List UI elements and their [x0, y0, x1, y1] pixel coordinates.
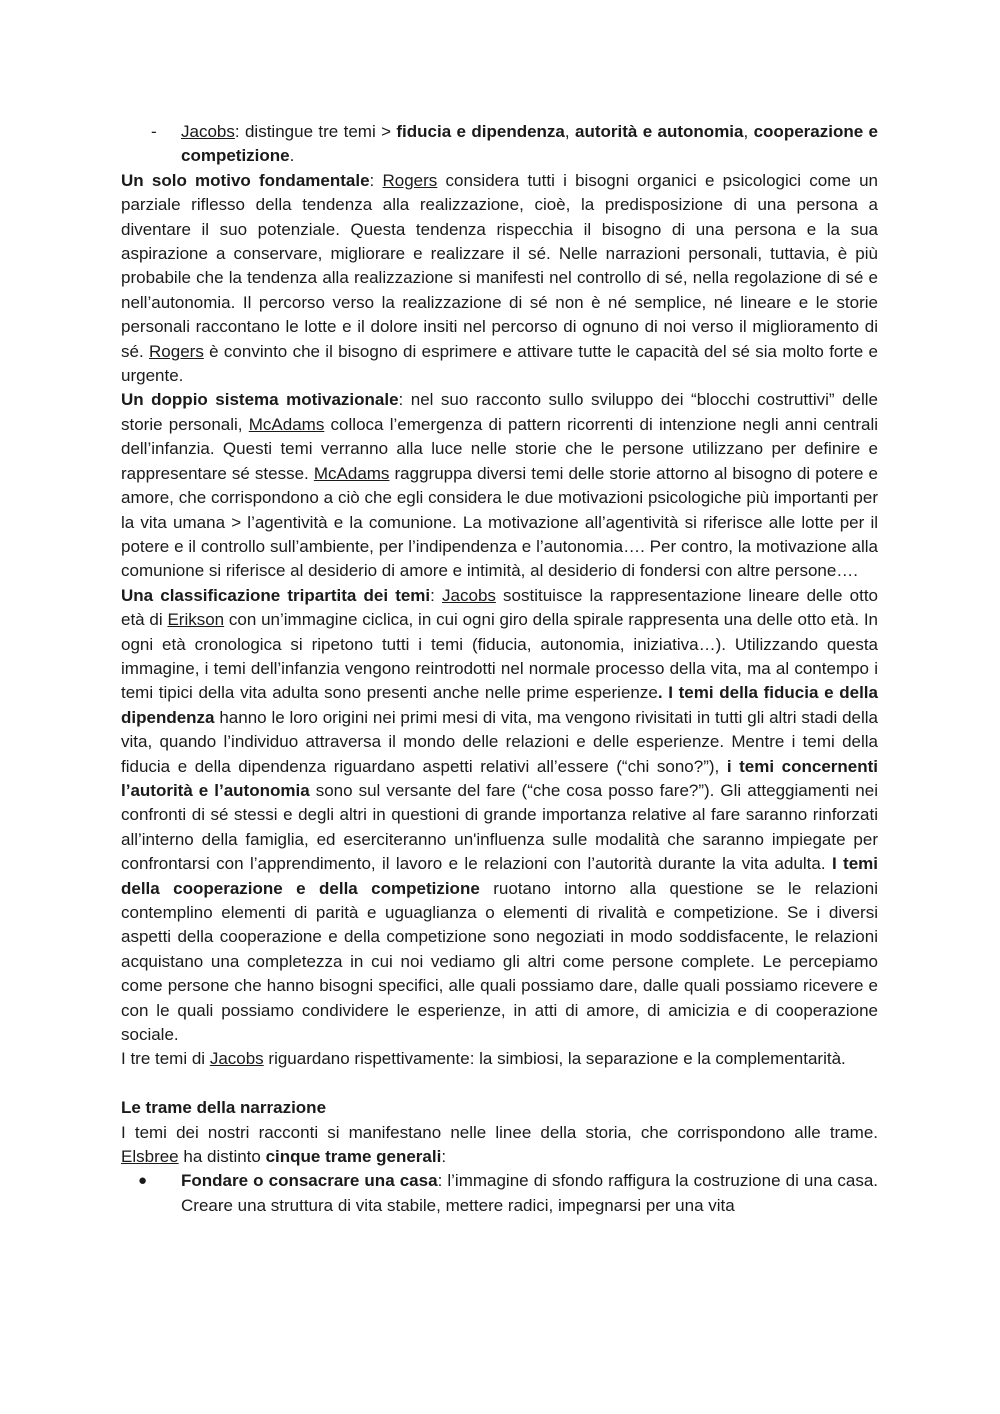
- paragraph-heading: Una classificazione tripartita dei temi: [121, 585, 431, 605]
- author-link-mcadams: McAdams: [248, 414, 325, 434]
- paragraph-three-themes: [121, 1047, 878, 1071]
- author-link-jacobs: Jacobs: [442, 585, 496, 605]
- bold-term: Fondare o consacrare una casa: [181, 1171, 438, 1191]
- author-link-rogers: Rogers: [149, 341, 204, 361]
- paragraph-heading: Un solo motivo fondamentale: [121, 170, 370, 190]
- paragraph-text: ha distinto: [178, 1147, 266, 1167]
- list-item-plot-house: [121, 1169, 878, 1218]
- paragraph-text: ruotano intorno alla questione se le relazioni contemplino elementi di parità e uguaglianza o elementi di rivalità e competizione. Se i diversi aspetti della cooperazione e della competizione sono negoziati in modo soddisfacente, le relazioni acquistano una completezza in cui noi vediamo gli altri come persone complete. Le percepiamo come persone che hanno bisogni specifici, alle quali possiamo dare, dalle quali possiamo ricevere e con le quali possiamo condividere le esperienze, in atti di amore, di amicizia e di cooperazione sociale.: [121, 878, 879, 1045]
- list-text: : distingue tre temi >: [234, 122, 397, 141]
- paragraph-text: : nel suo racconto sullo sviluppo dei “blocchi costruttivi” delle storie personali,: [121, 390, 878, 434]
- bullet-icon: ●: [138, 1172, 148, 1190]
- bold-term: i temi concernenti l’autorità e l’autonomia: [121, 756, 878, 800]
- paragraph-text: sostituisce la rappresentazione lineare delle otto età di: [121, 585, 879, 630]
- author-link-rogers: Rogers: [382, 170, 438, 190]
- dash-marker: -: [151, 122, 157, 141]
- list-text: ,: [743, 122, 754, 141]
- paragraph-text: :: [369, 170, 383, 190]
- list-text: : l’immagine di sfondo raffigura la costruzione di una casa. Creare una struttura di vita stabile, mettere radici, impegnarsi per una vita: [181, 1171, 879, 1215]
- paragraph-text: hanno le loro origini nei primi mesi di vita, ma vengono rivisitati in tutti gli altri stadi della vita, quando l’individuo attraversa il mondo delle relazioni e delle esperienze. Mentre i temi della fiducia e della dipendenza riguardano aspetti relativi all’essere (“chi sono?”),: [121, 707, 878, 776]
- blank-line: [121, 1072, 878, 1096]
- author-link-jacobs: Jacobs: [181, 122, 235, 141]
- list-item-jacobs-themes: [121, 120, 878, 169]
- bold-term: cooperazione e competizione: [181, 122, 878, 166]
- paragraph-text: sono sul versante del fare (“che cosa posso fare?”). Gli atteggiamenti nei confronti di sé stessi e degli altri in questioni di grande importanza relative al fare saranno rinforzati all’interno della famiglia, ed eserciteranno un'influenza sulle modalità che saranno impiegate per confrontarsi con l’apprendimento, il lavoro e le relazioni con l’autorità durante la vita adulta.: [121, 780, 878, 874]
- paragraph-text: è convinto che il bisogno di esprimere e attivare tutte le capacità del sé sia molto forte e urgente.: [121, 341, 879, 386]
- bold-term: I temi della cooperazione e della competizione: [121, 854, 878, 898]
- paragraph-text: :: [430, 585, 443, 605]
- bold-term: fiducia e dipendenza: [396, 122, 565, 141]
- bold-term: . I temi della fiducia e della dipendenza: [121, 683, 878, 727]
- bold-term: cinque trame generali: [265, 1147, 442, 1167]
- paragraph-text: considera tutti i bisogni organici e psicologici come un parziale riflesso della tendenza alla realizzazione, cioè, la predisposizione di una persona a diventare il suo potenziale. Questa tendenza rispecchia il bisogno di una persona e la sua aspirazione a conservare, migliorare e realizzare il sé. Nelle narrazioni personali, tuttavia, è più probabile che la tendenza alla realizzazione si manifesti nel controllo di sé, nella regolazione di sé e nell’autonomia. Il percorso verso la realizzazione di sé non è né semplice, né lineare e le storie personali raccontano le lotte e il dolore insiti nel percorso di ognuno di noi verso il miglioramento di sé.: [121, 170, 878, 361]
- paragraph-rogers: [121, 169, 878, 389]
- paragraph-mcadams: [121, 388, 878, 583]
- paragraph-text: :: [441, 1147, 447, 1167]
- paragraph-text: I temi dei nostri racconti si manifestano nelle linee della storia, che corrispondono alle trame.: [121, 1122, 878, 1142]
- document-page: [121, 120, 878, 1218]
- section-intro: [121, 1121, 878, 1170]
- author-link-erikson: Erikson: [167, 610, 225, 630]
- paragraph-jacobs: [121, 584, 878, 1048]
- paragraph-text: riguardano rispettivamente: la simbiosi, la separazione e la complementarità.: [263, 1049, 846, 1069]
- paragraph-text: raggruppa diversi temi delle storie attorno al bisogno di potere e amore, che corrispondono a ciò che egli considera le due motivazioni psicologiche più importanti per la vita umana > l’agentività e la comunione. La motivazione all’agentività si riferisce alle lotte per il potere e il controllo sull’ambiente, per l’indipendenza e l’autonomia…. Per contro, la motivazione alla comunione si riferisce al desiderio di amore e intimità, al desiderio di fondersi con altre persone….: [121, 463, 878, 581]
- author-link-elsbree: Elsbree: [121, 1147, 179, 1167]
- paragraph-text: con un’immagine ciclica, in cui ogni giro della spirale rappresenta una delle otto età. In ogni età cronologica si ripetono tutti i temi (fiducia, autonomia, iniziativa…). Utilizzando questa immagine, i temi dell’infanzia vengono reintrodotti nel normale processo della vita, ma al contempo i temi tipici della vita adulta sono presenti anche nelle prime esperienze: [121, 610, 878, 703]
- bold-term: autorità e autonomia: [575, 122, 744, 141]
- list-text: .: [289, 146, 295, 166]
- section-heading-text: Le trame della narrazione: [121, 1098, 327, 1118]
- paragraph-text: I tre temi di: [121, 1049, 210, 1069]
- author-link-mcadams: McAdams: [313, 463, 390, 483]
- list-text: ,: [564, 122, 575, 141]
- paragraph-text: colloca l’emergenza di pattern ricorrenti di intenzione negli anni centrali dell’infanzia. Questi temi verranno alla luce nelle storie che le persone utilizzano per definire e rappresentare sé stesse.: [121, 414, 878, 483]
- paragraph-heading: Un doppio sistema motivazionale: [121, 390, 399, 410]
- author-link-jacobs: Jacobs: [209, 1049, 264, 1069]
- section-heading: [121, 1096, 878, 1120]
